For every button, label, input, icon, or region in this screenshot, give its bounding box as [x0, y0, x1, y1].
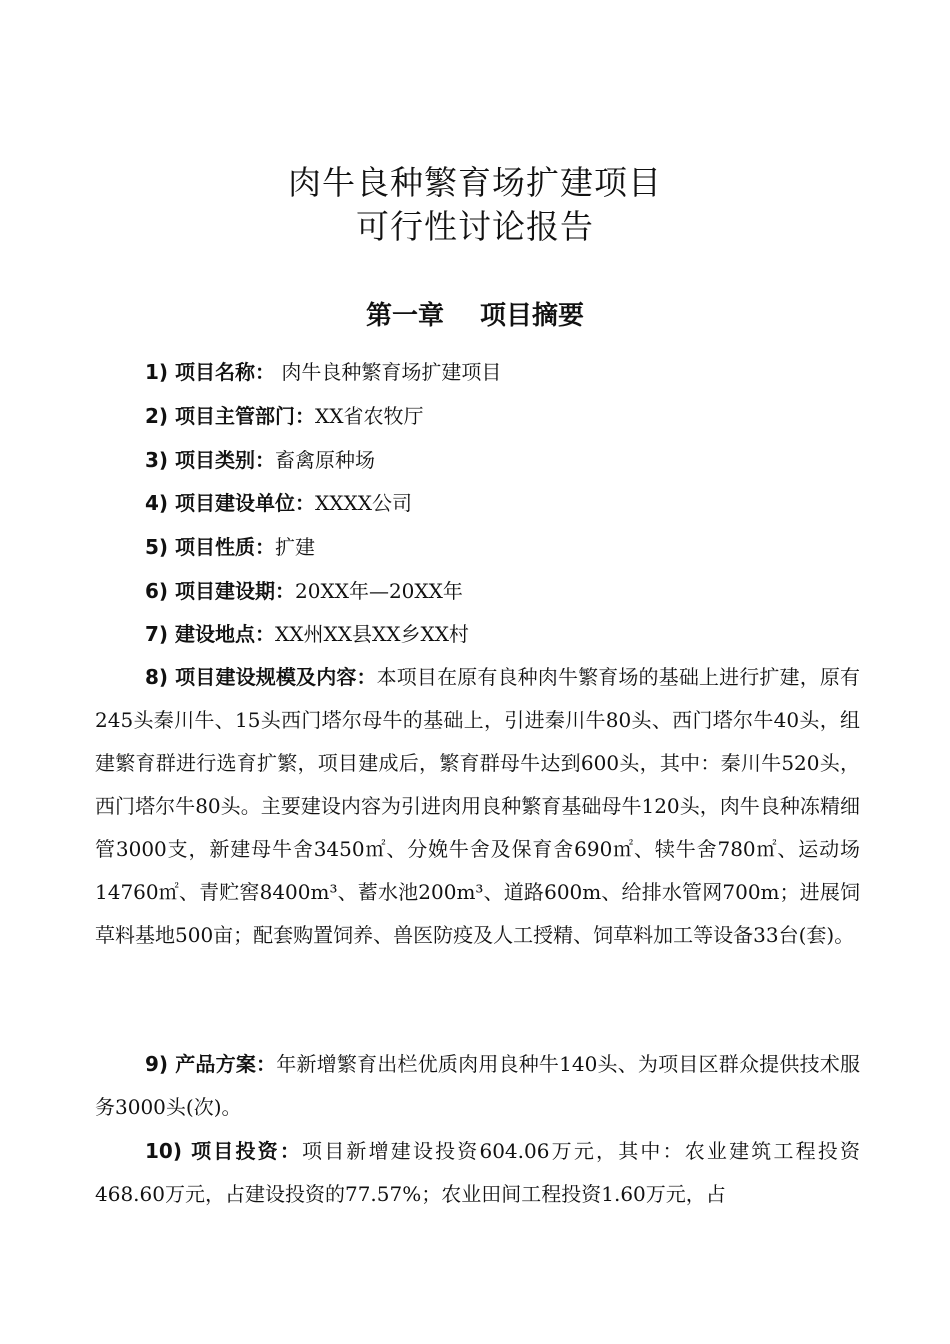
- item-nature: [145, 532, 865, 562]
- paragraph-label: 9) 产品方案：: [145, 1052, 277, 1076]
- item-value: 20XX年—20XX年: [295, 579, 463, 603]
- item-category: [145, 445, 865, 475]
- paragraph-label: 10) 项目投资：: [145, 1139, 303, 1163]
- item-value: 扩建: [275, 535, 316, 559]
- paragraph-label: 8) 项目建设规模及内容：: [145, 665, 377, 689]
- item-construction-unit: [145, 488, 865, 518]
- paragraph-product-plan: [95, 1043, 860, 1129]
- item-label: 1) 项目名称：: [145, 360, 276, 384]
- paragraph-text: 项目新增建设投资604.06万元，其中：农业建筑工程投资468.60万元，占建设投资的77.57%；农业田间工程投资1.60万元，占: [95, 1139, 861, 1206]
- item-value: 畜禽原种场: [275, 448, 376, 472]
- chapter-label: 第一章: [365, 301, 444, 331]
- item-label: 4) 项目建设单位：: [145, 491, 316, 515]
- item-construction-period: [145, 576, 865, 606]
- item-supervising-dept: [145, 401, 865, 431]
- item-label: 7) 建设地点：: [145, 622, 276, 646]
- item-value: XX州XX县XX乡XX村: [275, 622, 469, 646]
- paragraph-scale-content: [95, 656, 860, 957]
- chapter-name: 项目摘要: [480, 301, 585, 331]
- item-project-name: [145, 357, 865, 387]
- paragraph-investment: [95, 1130, 860, 1216]
- item-value: XX省农牧厅: [315, 404, 424, 428]
- paragraph-text: 年新增繁育出栏优质肉用良种牛140头、为项目区群众提供技术服务3000头(次)。: [95, 1052, 860, 1119]
- item-location: [145, 619, 865, 649]
- item-label: 5) 项目性质：: [145, 535, 276, 559]
- paragraph-text: 本项目在原有良种肉牛繁育场的基础上进行扩建，原有245头秦川牛、15头西门塔尔母牛的基础上，引进秦川牛80头、西门塔尔牛40头，组建繁育群进行选育扩繁，项目建成后，繁育群母牛达到600头，其中：秦川牛520头，西门塔尔牛80头。主要建设内容为引进肉用良种繁育基础母牛120头，肉牛良种冻精细管3000支，新建母牛舍3450㎡、分娩牛舍及保育舍690㎡、犊牛舍780㎡、运动场14760㎡、青贮窖8400m³、蓄水池200m³、道路600m、给排水管网700m；进展饲草料基地500亩；配套购置饲养、兽医防疫及人工授精、饲草料加工等设备33台(套)。: [95, 665, 861, 947]
- item-value: 肉牛良种繁育场扩建项目: [275, 360, 502, 384]
- item-label: 2) 项目主管部门：: [145, 404, 316, 428]
- document-title-line1: 肉牛良种繁育场扩建项目: [288, 163, 662, 202]
- item-label: 3) 项目类别：: [145, 448, 276, 472]
- item-label: 6) 项目建设期：: [145, 579, 296, 603]
- item-value: XXXX公司: [315, 491, 412, 515]
- document-title-line2: 可行性讨论报告: [356, 207, 594, 246]
- chapter-heading: [0, 297, 950, 335]
